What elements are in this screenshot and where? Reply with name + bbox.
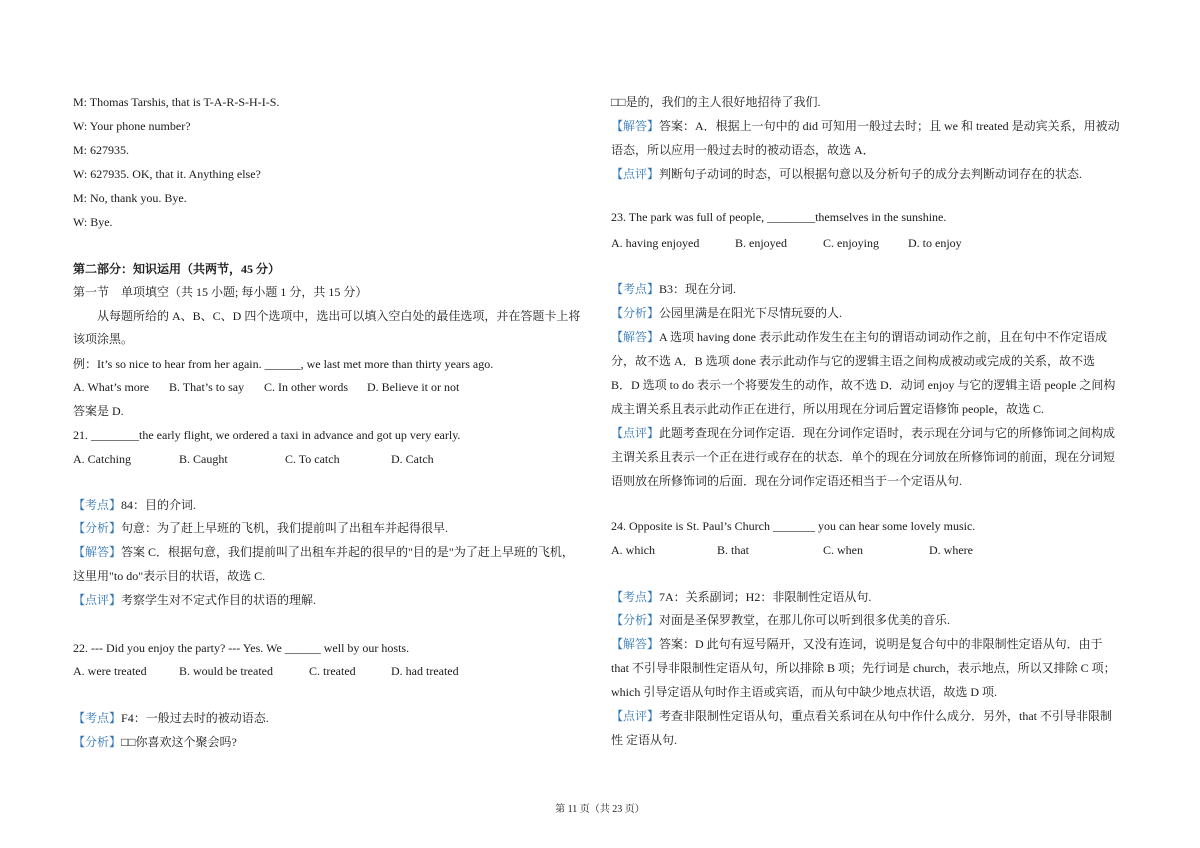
q23-dianping-cont: 主谓关系且表示一个正在进行或存在的状态．单个的现在分词放在所修饰词的前面，现在分词短 — [611, 450, 1116, 464]
kaodian-tag: 【考点】 — [73, 711, 122, 725]
option: B. Caught — [179, 452, 228, 466]
option: C. treated — [309, 664, 356, 678]
q21-jieda-cont: 这里用"to do"表示目的状语，故选 C. — [73, 569, 266, 583]
q21-jieda: 【解答】答案 C．根据句意，我们提前叫了出租车并起的很早的"目的是"为了赶上早班的飞机， — [73, 545, 574, 559]
option: A. Catching — [73, 452, 131, 466]
option: A. were treated — [73, 664, 147, 678]
q22-kaodian: 【考点】F4：一般过去时的被动语态. — [73, 711, 269, 725]
jieda-tag: 【解答】 — [611, 119, 660, 133]
q23-jieda-cont: B．D 选项 to do 表示一个将要发生的动作，故不选 D．动词 enjoy 与它的逻辑主语 people 之间构 — [611, 378, 1116, 392]
option: B. That’s to say — [169, 380, 245, 394]
q24-jieda: 【解答】答案：D 此句有逗号隔开，又没有连词，说明是复合句中的非限制性定语从句．由于 — [611, 637, 1103, 651]
q23-jieda: 【解答】A 选项 having done 表示此动作发生在主句的谓语动词动作之前，且在句中不作定语成 — [611, 330, 1108, 344]
jieda-tag: 【解答】 — [611, 637, 660, 651]
dialogue-line: M: 627935. — [73, 143, 130, 157]
q23-dianping: 【点评】此题考查现在分词作定语．现在分词作定语时，表示现在分词与它的所修饰词之间构成 — [611, 426, 1116, 440]
q22-question: 22. --- Did you enjoy the party? --- Yes. We ______ well by our hosts. — [73, 641, 410, 655]
fenxi-tag: 【分析】 — [611, 613, 660, 627]
option: B. would be treated — [179, 664, 273, 678]
q24-question: 24. Opposite is St. Paul’s Church _______ you can hear some lovely music. — [611, 519, 976, 533]
fenxi-tag: 【分析】 — [73, 735, 122, 749]
option: A. having enjoyed — [611, 236, 700, 250]
option: A. What’s more — [73, 380, 150, 394]
q24-fenxi: 【分析】对面是圣保罗教堂，在那儿你可以听到很多优美的音乐. — [611, 613, 951, 627]
dialogue-line: W: Your phone number? — [73, 119, 191, 133]
q23-question: 23. The park was full of people, ________themselves in the sunshine. — [611, 210, 947, 224]
q21-kaodian: 【考点】84：目的介词. — [73, 498, 197, 512]
dialogue-line: M: No, thank you. Bye. — [73, 191, 187, 205]
option: C. To catch — [285, 452, 340, 466]
q21-fenxi: 【分析】句意：为了赶上早班的飞机，我们提前叫了出租车并起得很早. — [73, 521, 449, 535]
option: D. Believe it or not — [367, 380, 460, 394]
q24-dianping-cont: 性 定语从句. — [611, 733, 678, 747]
q21-question: 21. ________the early flight, we ordered a taxi in advance and got up very early. — [73, 428, 461, 442]
q23-jieda-cont: 成主谓关系且表示此动作正在进行，所以用现在分词后置定语修饰 people，故选 C. — [611, 402, 1044, 416]
q23-jieda-cont: 分，故不选 A．B 选项 done 表示此动作与它的逻辑主语之间构成被动或完成的关系，故不选 — [611, 354, 1095, 368]
option: D. Catch — [391, 452, 434, 466]
dianping-tag: 【点评】 — [611, 167, 660, 181]
option: A. which — [611, 543, 655, 557]
dianping-tag: 【点评】 — [611, 709, 660, 723]
kaodian-tag: 【考点】 — [73, 498, 122, 512]
instruction-line: 从每题所给的 A、B、C、D 四个选项中，选出可以填入空白处的最佳选项，并在答题卡上将 — [97, 309, 581, 323]
dialogue-line: W: Bye. — [73, 215, 113, 229]
option: D. had treated — [391, 664, 459, 678]
dialogue-line: M: Thomas Tarshis, that is T-A-R-S-H-I-S. — [73, 95, 280, 109]
q24-dianping: 【点评】考查非限制性定语从句，重点看关系词在从句中作什么成分．另外，that 不引导非限制 — [611, 709, 1113, 723]
part2-title: 第二部分：知识运用（共两节，45 分） — [73, 262, 281, 276]
example-question: 例：It’s so nice to hear from her again. ______, we last met more than thirty years ago. — [73, 357, 494, 371]
option: D. where — [929, 543, 973, 557]
q22-jieda: 【解答】答案：A．根据上一句中的 did 可知用一般过去时；且 we 和 treated 是动宾关系，用被动 — [611, 119, 1120, 133]
example-answer: 答案是 D. — [73, 404, 124, 418]
jieda-tag: 【解答】 — [73, 545, 122, 559]
q21-dianping: 【点评】考察学生对不定式作目的状语的理解. — [73, 593, 317, 607]
q23-fenxi: 【分析】公园里满是在阳光下尽情玩耍的人. — [611, 306, 843, 320]
q24-jieda-cont: that 不引导非限制性定语从句，所以排除 B 项；先行词是 church，表示地点，所以又排除 C 项； — [611, 661, 1116, 675]
dianping-tag: 【点评】 — [73, 593, 122, 607]
option: C. when — [823, 543, 863, 557]
q22-jieda-cont: 语态，所以应用一般过去时的被动语态，故选 A． — [611, 143, 875, 157]
section1-title: 第一节 单项填空（共 15 小题; 每小题 1 分，共 15 分） — [73, 285, 368, 299]
dialogue-line: W: 627935. OK, that it. Anything else? — [73, 167, 261, 181]
option: C. In other words — [264, 380, 348, 394]
q22-fenxi-cont: □□是的，我们的主人很好地招待了我们. — [611, 95, 821, 109]
option: C. enjoying — [823, 236, 879, 250]
q22-dianping: 【点评】判断句子动词的时态，可以根据句意以及分析句子的成分去判断动词存在的状态. — [611, 167, 1083, 181]
kaodian-tag: 【考点】 — [611, 590, 660, 604]
option: D. to enjoy — [908, 236, 962, 250]
page-footer: 第 11 页（共 23 页） — [555, 804, 645, 815]
option: B. enjoyed — [735, 236, 787, 250]
q24-kaodian: 【考点】7A：关系副词；H2：非限制性定语从句. — [611, 590, 872, 604]
kaodian-tag: 【考点】 — [611, 282, 660, 296]
q22-fenxi: 【分析】□□你喜欢这个聚会吗? — [73, 735, 237, 749]
dianping-tag: 【点评】 — [611, 426, 660, 440]
fenxi-tag: 【分析】 — [73, 521, 122, 535]
instruction-line: 该项涂黑。 — [73, 332, 134, 346]
fenxi-tag: 【分析】 — [611, 306, 660, 320]
option: B. that — [717, 543, 749, 557]
jieda-tag: 【解答】 — [611, 330, 660, 344]
q23-kaodian: 【考点】B3：现在分词. — [611, 282, 737, 296]
q24-jieda-cont: which 引导定语从句时作主语或宾语，而从句中缺少地点状语，故选 D 项. — [611, 685, 997, 699]
q23-dianping-cont: 语则放在所修饰词的后面．现在分词作定语还相当于一个定语从句. — [611, 474, 963, 488]
